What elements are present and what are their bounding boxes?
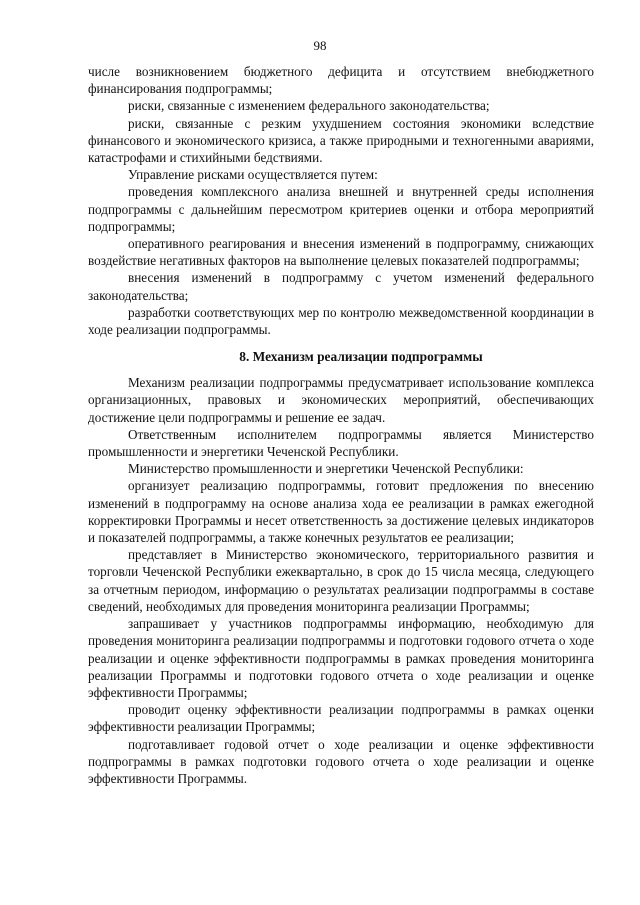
paragraph: Механизм реализации подпрограммы предусматривает использование комплекса организационных, правовых и экономических мероприятий, обеспечивающих достижение цели подпрограммы и решение ее задач. <box>88 375 594 425</box>
paragraph: запрашивает у участников подпрограммы информацию, необходимую для проведения мониторинга реализации подпрограммы и подготовки годового отчета о ходе реализации и оценке эффективности подпрограммы в рамках проведения мониторинга реализации Программы и подготовки годового отчета о ходе реализации и оценке эффективности Программы; <box>88 616 594 700</box>
paragraph: оперативного реагирования и внесения изменений в подпрограмму, снижающих воздействие негативных факторов на выполнение целевых показателей подпрограммы; <box>88 236 594 269</box>
paragraph: Ответственным исполнителем подпрограммы является Министерство промышленности и энергетики Чеченской Республики. <box>88 426 594 460</box>
paragraph: проведения комплексного анализа внешней и внутренней среды исполнения подпрограммы с дальнейшим пересмотром критериев оценки и отбора мероприятий подпрограммы; <box>88 184 594 234</box>
paragraph: проводит оценку эффективности реализации подпрограммы в рамках оценки эффективности реализации Программы; <box>88 702 594 735</box>
document-body <box>88 63 594 787</box>
paragraph: риски, связанные с изменением федерального законодательства; <box>128 98 490 114</box>
paragraph: риски, связанные с резким ухудшением состояния экономики вследствие финансового и экономического кризиса, а также природными и техногенными авариями, катастрофами и стихийными бедствиями. <box>88 115 594 166</box>
paragraph: Министерство промышленности и энергетики Чеченской Республики: <box>128 461 524 477</box>
paragraph: числе возникновением бюджетного дефицита и отсутствием внебюджетного финансирования подпрограммы; <box>88 64 594 97</box>
paragraph: организует реализацию подпрограммы, готовит предложения по внесению изменений в подпрограмму на основе анализа хода ее реализации в рамках ежегодной корректировки Программы и несет ответственность за достижение целевых индикаторов и показателей подпрограммы, а также конечных результатов ее реализации; <box>88 478 594 546</box>
paragraph: разработки соответствующих мер по контролю межведомственной координации в ходе реализации подпрограммы. <box>88 304 594 338</box>
paragraph: представляет в Министерство экономического, территориального развития и торговли Чеченской Республики ежеквартально, в срок до 15 числа месяца, следующего за отчетным периодом, информацию о результатах реализации подпрограммы в составе сведений, необходимых для проведения мониторинга реализации Программы; <box>88 547 594 614</box>
page-number: 98 <box>313 38 327 53</box>
section-heading: 8. Механизм реализации подпрограммы <box>239 349 483 365</box>
paragraph: Управление рисками осуществляется путем: <box>128 167 378 183</box>
paragraph: подготавливает годовой отчет о ходе реализации и оценке эффективности подпрограммы в рамках подготовки годового отчета о ходе реализации и оценке эффективности Программы. <box>88 736 594 786</box>
paragraph: внесения изменений в подпрограмму с учетом изменений федерального законодательства; <box>88 270 594 303</box>
